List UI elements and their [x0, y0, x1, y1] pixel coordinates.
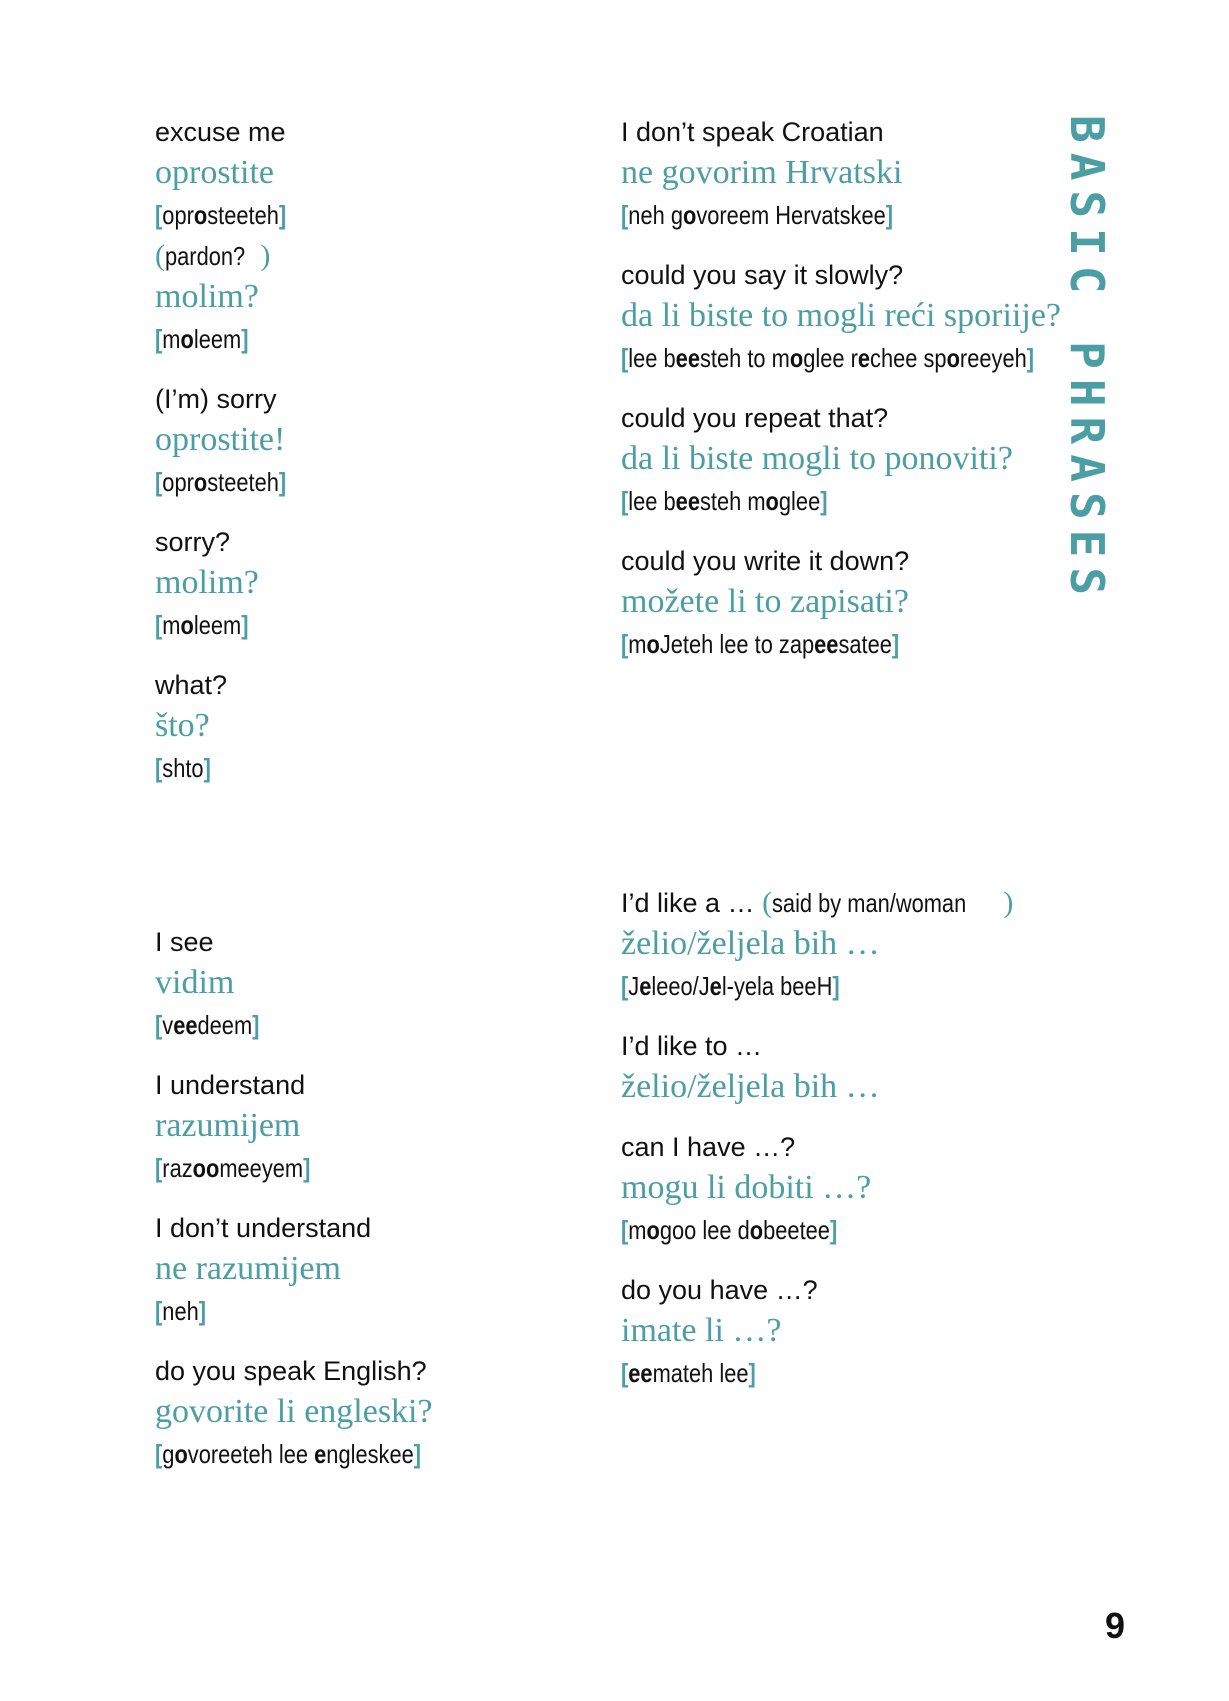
pronunciation: [veedeem] [155, 1010, 260, 1040]
phrase-entry [155, 1065, 575, 1189]
phrase-entry [155, 379, 575, 503]
croatian-phrase: želio/željela bih … [621, 1068, 880, 1105]
english-phrase: I don’t understand [155, 1213, 372, 1243]
phrase-entry [621, 398, 1081, 522]
phrase-entry [621, 255, 1081, 379]
english-phrase: could you repeat that? [621, 403, 889, 433]
phrase-entry [155, 1208, 575, 1332]
pronunciation: [neh] [155, 1296, 207, 1326]
croatian-phrase: da li biste to mogli reći sporiije? [621, 297, 1062, 334]
pronunciation: [oprosteeteh] [155, 467, 287, 497]
phrase-column-left-top [155, 112, 575, 808]
pronunciation: [moleem] [155, 610, 249, 640]
pronunciation: [moJeteh lee to zapeesatee] [621, 629, 900, 659]
phrase-column-left-bottom [155, 922, 575, 1494]
english-phrase: sorry? [155, 527, 231, 557]
pronunciation: [oprosteeteh] [155, 200, 287, 230]
croatian-phrase: želio/željela bih … [621, 925, 880, 962]
croatian-phrase: ne govorim Hrvatski [621, 154, 903, 191]
phrase-entry [621, 883, 1081, 1007]
croatian-phrase: govorite li engleski? [155, 1393, 433, 1430]
croatian-phrase: možete li to zapisati? [621, 583, 909, 620]
pronunciation: [moleem] [155, 324, 249, 354]
english-phrase: what? [155, 670, 228, 700]
pronunciation: [govoreeteh lee engleskee] [155, 1439, 422, 1469]
croatian-phrase: mogu li dobiti …? [621, 1169, 872, 1206]
croatian-phrase: imate li …? [621, 1312, 782, 1349]
phrase-entry [155, 522, 575, 646]
phrase-entry [155, 1351, 575, 1475]
usage-note: (said by man/woman ) [762, 886, 1014, 919]
english-phrase: I see [155, 927, 214, 957]
phrase-entry [621, 1026, 1081, 1108]
english-phrase: (I’m) sorry [155, 384, 277, 414]
english-phrase: excuse me [155, 117, 286, 147]
pronunciation: [lee beesteh moglee] [621, 486, 828, 516]
english-phrase: I understand [155, 1070, 306, 1100]
phrase-entry [621, 112, 1081, 236]
pronunciation: [eemateh lee] [621, 1358, 756, 1388]
english-phrase: I’d like to … [621, 1031, 763, 1061]
phrase-column-right-bottom [621, 883, 1081, 1413]
pronunciation: [neh govoreem Hervatskee] [621, 200, 894, 230]
phrase-entry [155, 112, 575, 236]
page-number: 9 [1105, 1605, 1126, 1646]
english-phrase: could you write it down? [621, 546, 910, 576]
phrase-entry [155, 236, 575, 360]
phrase-column-right-top [621, 112, 1081, 684]
phrase-entry [155, 665, 575, 789]
section-title: BASIC PHRASES [1060, 115, 1114, 606]
croatian-phrase: molim? [155, 278, 259, 315]
croatian-phrase: razumijem [155, 1107, 301, 1144]
croatian-phrase: oprostite [155, 154, 274, 191]
pronunciation: [lee beesteh to moglee rechee sporeeyeh] [621, 343, 1035, 373]
croatian-phrase: što? [155, 707, 210, 744]
croatian-phrase: oprostite! [155, 421, 286, 458]
english-phrase: (pardon? ) [155, 239, 271, 272]
english-phrase: do you speak English? [155, 1356, 427, 1386]
english-phrase: do you have …? [621, 1275, 818, 1305]
croatian-phrase: vidim [155, 964, 235, 1001]
phrase-entry [621, 541, 1081, 665]
english-phrase: I’d like a … (said by man/woman ) [621, 886, 1014, 919]
english-phrase: could you say it slowly? [621, 260, 904, 290]
phrase-entry [155, 922, 575, 1046]
pronunciation: [mogoo lee dobeetee] [621, 1215, 838, 1245]
phrase-entry [621, 1270, 1081, 1394]
english-phrase: I don’t speak Croatian [621, 117, 884, 147]
croatian-phrase: molim? [155, 564, 259, 601]
croatian-phrase: ne razumijem [155, 1250, 341, 1287]
phrase-entry [621, 1127, 1081, 1251]
pronunciation: [shto] [155, 753, 211, 783]
pronunciation: [Jeleeo/Jel-yela beeH] [621, 971, 840, 1001]
croatian-phrase: da li biste mogli to ponoviti? [621, 440, 1013, 477]
pronunciation: [razoomeeyem] [155, 1153, 311, 1183]
english-phrase: can I have …? [621, 1132, 796, 1162]
